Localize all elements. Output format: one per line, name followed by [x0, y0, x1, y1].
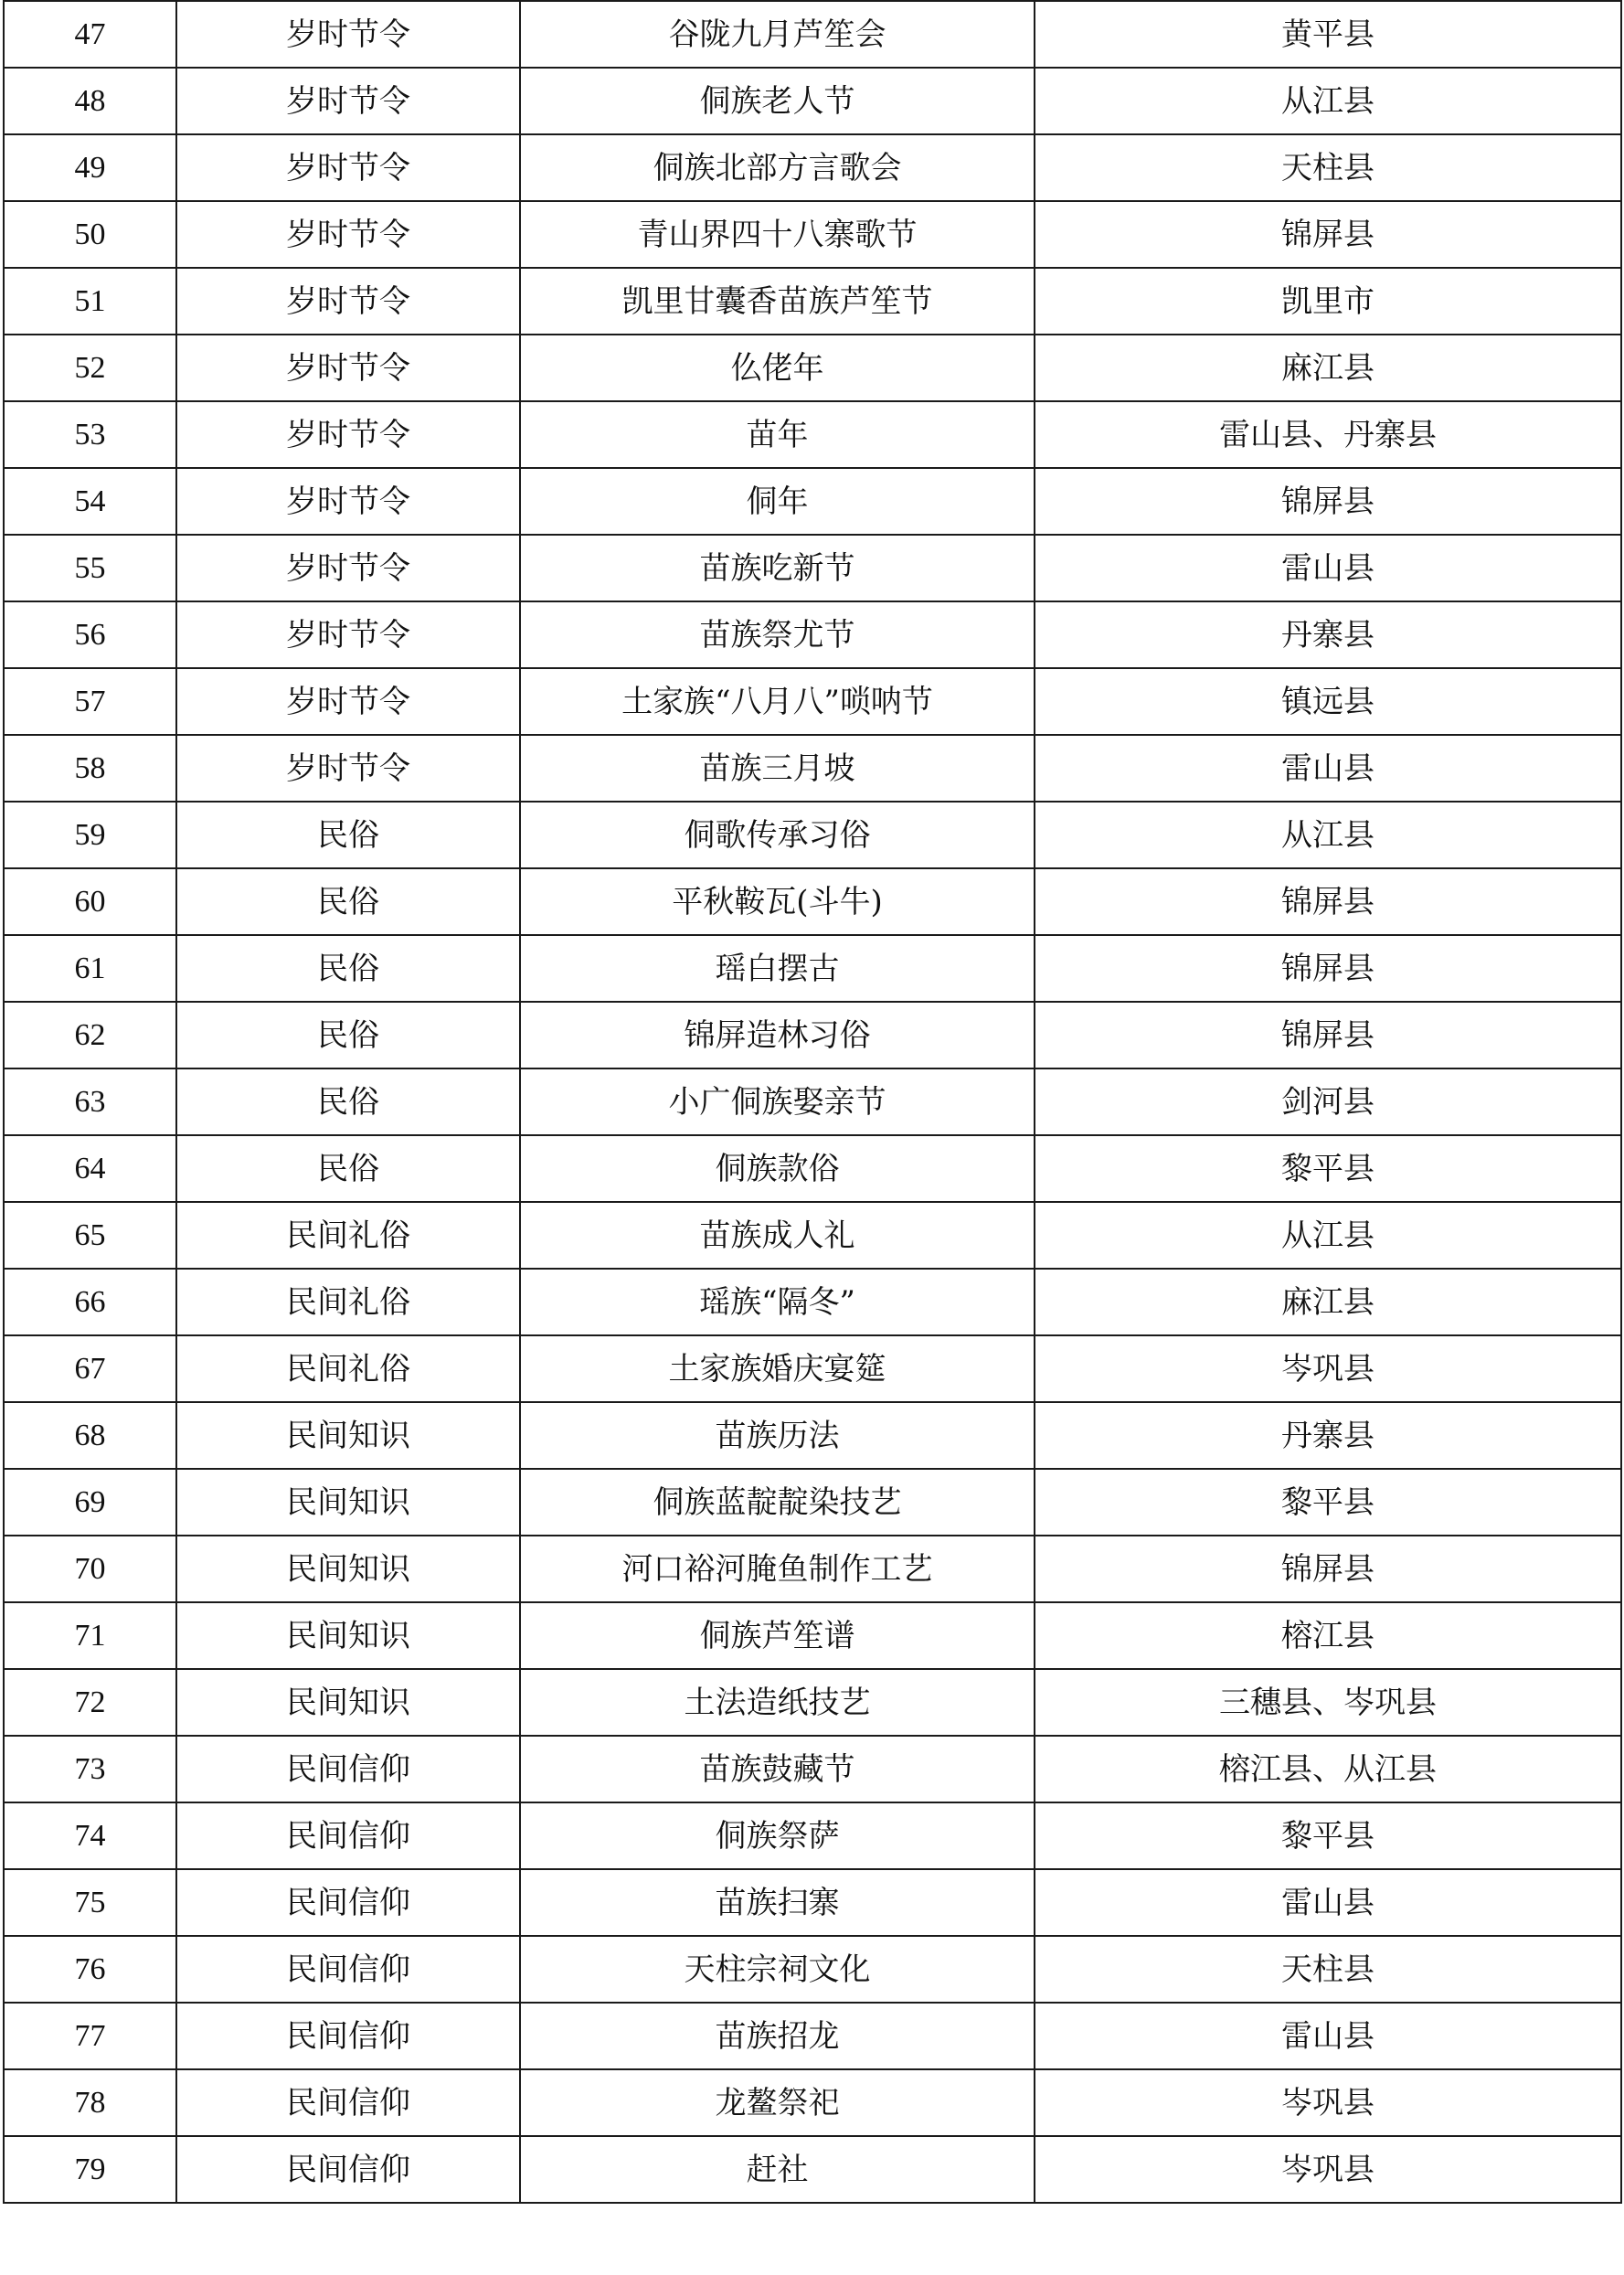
- cell-region: 丹寨县: [1035, 1402, 1621, 1469]
- cell-number: 54: [4, 468, 176, 535]
- table-row: [4, 1736, 1621, 1802]
- cell-number: 60: [4, 868, 176, 935]
- cell-category: 岁时节令: [176, 1, 520, 68]
- cell-item-name: 侗年: [520, 468, 1035, 535]
- cell-number: 58: [4, 735, 176, 802]
- cell-region: 三穗县、岑巩县: [1035, 1669, 1621, 1736]
- table-row: [4, 1335, 1621, 1402]
- cell-category: 民间信仰: [176, 2136, 520, 2203]
- table-row: [4, 1269, 1621, 1335]
- table-row: [4, 1002, 1621, 1068]
- cell-category: 民间信仰: [176, 1936, 520, 2003]
- cell-item-name: 土法造纸技艺: [520, 1669, 1035, 1736]
- cell-number: 65: [4, 1202, 176, 1269]
- cell-category: 岁时节令: [176, 735, 520, 802]
- table-row: [4, 1869, 1621, 1936]
- table-row: [4, 134, 1621, 201]
- table-body: [4, 1, 1621, 2203]
- cell-item-name: 苗族吃新节: [520, 535, 1035, 601]
- cell-category: 民间礼俗: [176, 1335, 520, 1402]
- table-row: [4, 201, 1621, 268]
- cell-category: 民间信仰: [176, 2003, 520, 2069]
- cell-region: 雷山县、丹寨县: [1035, 401, 1621, 468]
- cell-item-name: 侗族祭萨: [520, 1802, 1035, 1869]
- cell-number: 67: [4, 1335, 176, 1402]
- cell-item-name: 瑶族“隔冬”: [520, 1269, 1035, 1335]
- cell-number: 51: [4, 268, 176, 335]
- cell-region: 锦屏县: [1035, 468, 1621, 535]
- cell-item-name: 赶社: [520, 2136, 1035, 2203]
- cell-number: 69: [4, 1469, 176, 1536]
- cell-category: 民俗: [176, 802, 520, 868]
- cell-number: 47: [4, 1, 176, 68]
- cell-region: 锦屏县: [1035, 1002, 1621, 1068]
- cell-region: 黄平县: [1035, 1, 1621, 68]
- cell-category: 民间知识: [176, 1469, 520, 1536]
- cell-number: 59: [4, 802, 176, 868]
- cell-item-name: 苗族成人礼: [520, 1202, 1035, 1269]
- cell-item-name: 苗族历法: [520, 1402, 1035, 1469]
- cell-item-name: 苗族三月坡: [520, 735, 1035, 802]
- cell-item-name: 侗族老人节: [520, 68, 1035, 134]
- cell-number: 74: [4, 1802, 176, 1869]
- table-row: [4, 1135, 1621, 1202]
- cell-region: 锦屏县: [1035, 935, 1621, 1002]
- cell-number: 79: [4, 2136, 176, 2203]
- cell-region: 麻江县: [1035, 1269, 1621, 1335]
- table-row: [4, 1536, 1621, 1602]
- cell-region: 锦屏县: [1035, 201, 1621, 268]
- table-row: [4, 1402, 1621, 1469]
- cell-category: 民间礼俗: [176, 1269, 520, 1335]
- cell-category: 民间信仰: [176, 1802, 520, 1869]
- cell-region: 雷山县: [1035, 2003, 1621, 2069]
- cell-number: 70: [4, 1536, 176, 1602]
- cell-item-name: 苗族鼓藏节: [520, 1736, 1035, 1802]
- cell-item-name: 苗族祭尤节: [520, 601, 1035, 668]
- table-row: [4, 68, 1621, 134]
- cell-region: 从江县: [1035, 1202, 1621, 1269]
- table-row: [4, 802, 1621, 868]
- cell-item-name: 土家族“八月八”唢呐节: [520, 668, 1035, 735]
- cell-region: 锦屏县: [1035, 1536, 1621, 1602]
- cell-item-name: 仫佬年: [520, 335, 1035, 401]
- cell-region: 天柱县: [1035, 1936, 1621, 2003]
- cell-region: 榕江县: [1035, 1602, 1621, 1669]
- cell-item-name: 侗族芦笙谱: [520, 1602, 1035, 1669]
- cell-category: 岁时节令: [176, 68, 520, 134]
- cell-category: 民俗: [176, 1068, 520, 1135]
- cell-category: 民间知识: [176, 1536, 520, 1602]
- cell-category: 民俗: [176, 1002, 520, 1068]
- cell-number: 73: [4, 1736, 176, 1802]
- table-row: [4, 1602, 1621, 1669]
- cell-region: 黎平县: [1035, 1802, 1621, 1869]
- table-row: [4, 2069, 1621, 2136]
- cell-item-name: 锦屏造林习俗: [520, 1002, 1035, 1068]
- cell-category: 民俗: [176, 1135, 520, 1202]
- cell-region: 岑巩县: [1035, 2069, 1621, 2136]
- cell-category: 岁时节令: [176, 201, 520, 268]
- cell-number: 62: [4, 1002, 176, 1068]
- table-row: [4, 1202, 1621, 1269]
- cell-region: 黎平县: [1035, 1469, 1621, 1536]
- cell-category: 岁时节令: [176, 668, 520, 735]
- table-row: [4, 1936, 1621, 2003]
- table-row: [4, 668, 1621, 735]
- cell-number: 68: [4, 1402, 176, 1469]
- table-row: [4, 1802, 1621, 1869]
- cell-item-name: 青山界四十八寨歌节: [520, 201, 1035, 268]
- table-row: [4, 1669, 1621, 1736]
- cell-item-name: 平秋鞍瓦(斗牛): [520, 868, 1035, 935]
- cell-region: 从江县: [1035, 802, 1621, 868]
- cell-number: 63: [4, 1068, 176, 1135]
- cell-number: 53: [4, 401, 176, 468]
- cell-category: 岁时节令: [176, 335, 520, 401]
- cell-number: 48: [4, 68, 176, 134]
- cell-item-name: 瑶白摆古: [520, 935, 1035, 1002]
- cell-category: 民间信仰: [176, 1869, 520, 1936]
- cell-region: 榕江县、从江县: [1035, 1736, 1621, 1802]
- cell-number: 76: [4, 1936, 176, 2003]
- cell-region: 麻江县: [1035, 335, 1621, 401]
- cell-category: 岁时节令: [176, 601, 520, 668]
- cell-number: 77: [4, 2003, 176, 2069]
- cell-category: 民俗: [176, 935, 520, 1002]
- cell-category: 民间知识: [176, 1402, 520, 1469]
- cell-region: 从江县: [1035, 68, 1621, 134]
- cell-item-name: 苗年: [520, 401, 1035, 468]
- cell-region: 凯里市: [1035, 268, 1621, 335]
- table-row: [4, 468, 1621, 535]
- cell-category: 民间礼俗: [176, 1202, 520, 1269]
- cell-category: 岁时节令: [176, 134, 520, 201]
- cell-item-name: 侗族款俗: [520, 1135, 1035, 1202]
- table-row: [4, 401, 1621, 468]
- cell-region: 雷山县: [1035, 1869, 1621, 1936]
- cell-number: 66: [4, 1269, 176, 1335]
- cell-number: 61: [4, 935, 176, 1002]
- table-row: [4, 2003, 1621, 2069]
- table-row: [4, 335, 1621, 401]
- cell-item-name: 侗族北部方言歌会: [520, 134, 1035, 201]
- cell-item-name: 苗族扫寨: [520, 1869, 1035, 1936]
- cell-category: 民间信仰: [176, 2069, 520, 2136]
- cell-region: 剑河县: [1035, 1068, 1621, 1135]
- cell-item-name: 侗族蓝靛靛染技艺: [520, 1469, 1035, 1536]
- cell-region: 天柱县: [1035, 134, 1621, 201]
- cell-number: 52: [4, 335, 176, 401]
- cell-number: 72: [4, 1669, 176, 1736]
- table-row: [4, 1469, 1621, 1536]
- cell-category: 岁时节令: [176, 468, 520, 535]
- cell-region: 岑巩县: [1035, 1335, 1621, 1402]
- heritage-list-table: [3, 0, 1622, 2204]
- cell-item-name: 河口裕河腌鱼制作工艺: [520, 1536, 1035, 1602]
- cell-number: 75: [4, 1869, 176, 1936]
- table-row: [4, 935, 1621, 1002]
- cell-number: 55: [4, 535, 176, 601]
- cell-region: 黎平县: [1035, 1135, 1621, 1202]
- cell-region: 岑巩县: [1035, 2136, 1621, 2203]
- cell-region: 雷山县: [1035, 535, 1621, 601]
- cell-category: 民间知识: [176, 1669, 520, 1736]
- cell-category: 岁时节令: [176, 535, 520, 601]
- cell-number: 78: [4, 2069, 176, 2136]
- cell-number: 50: [4, 201, 176, 268]
- cell-item-name: 侗歌传承习俗: [520, 802, 1035, 868]
- cell-number: 71: [4, 1602, 176, 1669]
- table-row: [4, 868, 1621, 935]
- cell-category: 岁时节令: [176, 268, 520, 335]
- table-row: [4, 735, 1621, 802]
- heritage-list-table-container: [3, 0, 1620, 2204]
- cell-number: 64: [4, 1135, 176, 1202]
- cell-item-name: 土家族婚庆宴筵: [520, 1335, 1035, 1402]
- cell-item-name: 凯里甘囊香苗族芦笙节: [520, 268, 1035, 335]
- cell-item-name: 小广侗族娶亲节: [520, 1068, 1035, 1135]
- table-row: [4, 268, 1621, 335]
- cell-number: 57: [4, 668, 176, 735]
- cell-item-name: 龙鳌祭祀: [520, 2069, 1035, 2136]
- cell-number: 49: [4, 134, 176, 201]
- cell-category: 民间知识: [176, 1602, 520, 1669]
- cell-region: 雷山县: [1035, 735, 1621, 802]
- cell-category: 岁时节令: [176, 401, 520, 468]
- table-row: [4, 2136, 1621, 2203]
- cell-category: 民俗: [176, 868, 520, 935]
- table-row: [4, 1, 1621, 68]
- table-row: [4, 601, 1621, 668]
- cell-region: 丹寨县: [1035, 601, 1621, 668]
- cell-item-name: 天柱宗祠文化: [520, 1936, 1035, 2003]
- cell-number: 56: [4, 601, 176, 668]
- cell-item-name: 谷陇九月芦笙会: [520, 1, 1035, 68]
- table-row: [4, 1068, 1621, 1135]
- cell-category: 民间信仰: [176, 1736, 520, 1802]
- cell-region: 镇远县: [1035, 668, 1621, 735]
- cell-region: 锦屏县: [1035, 868, 1621, 935]
- table-row: [4, 535, 1621, 601]
- cell-item-name: 苗族招龙: [520, 2003, 1035, 2069]
